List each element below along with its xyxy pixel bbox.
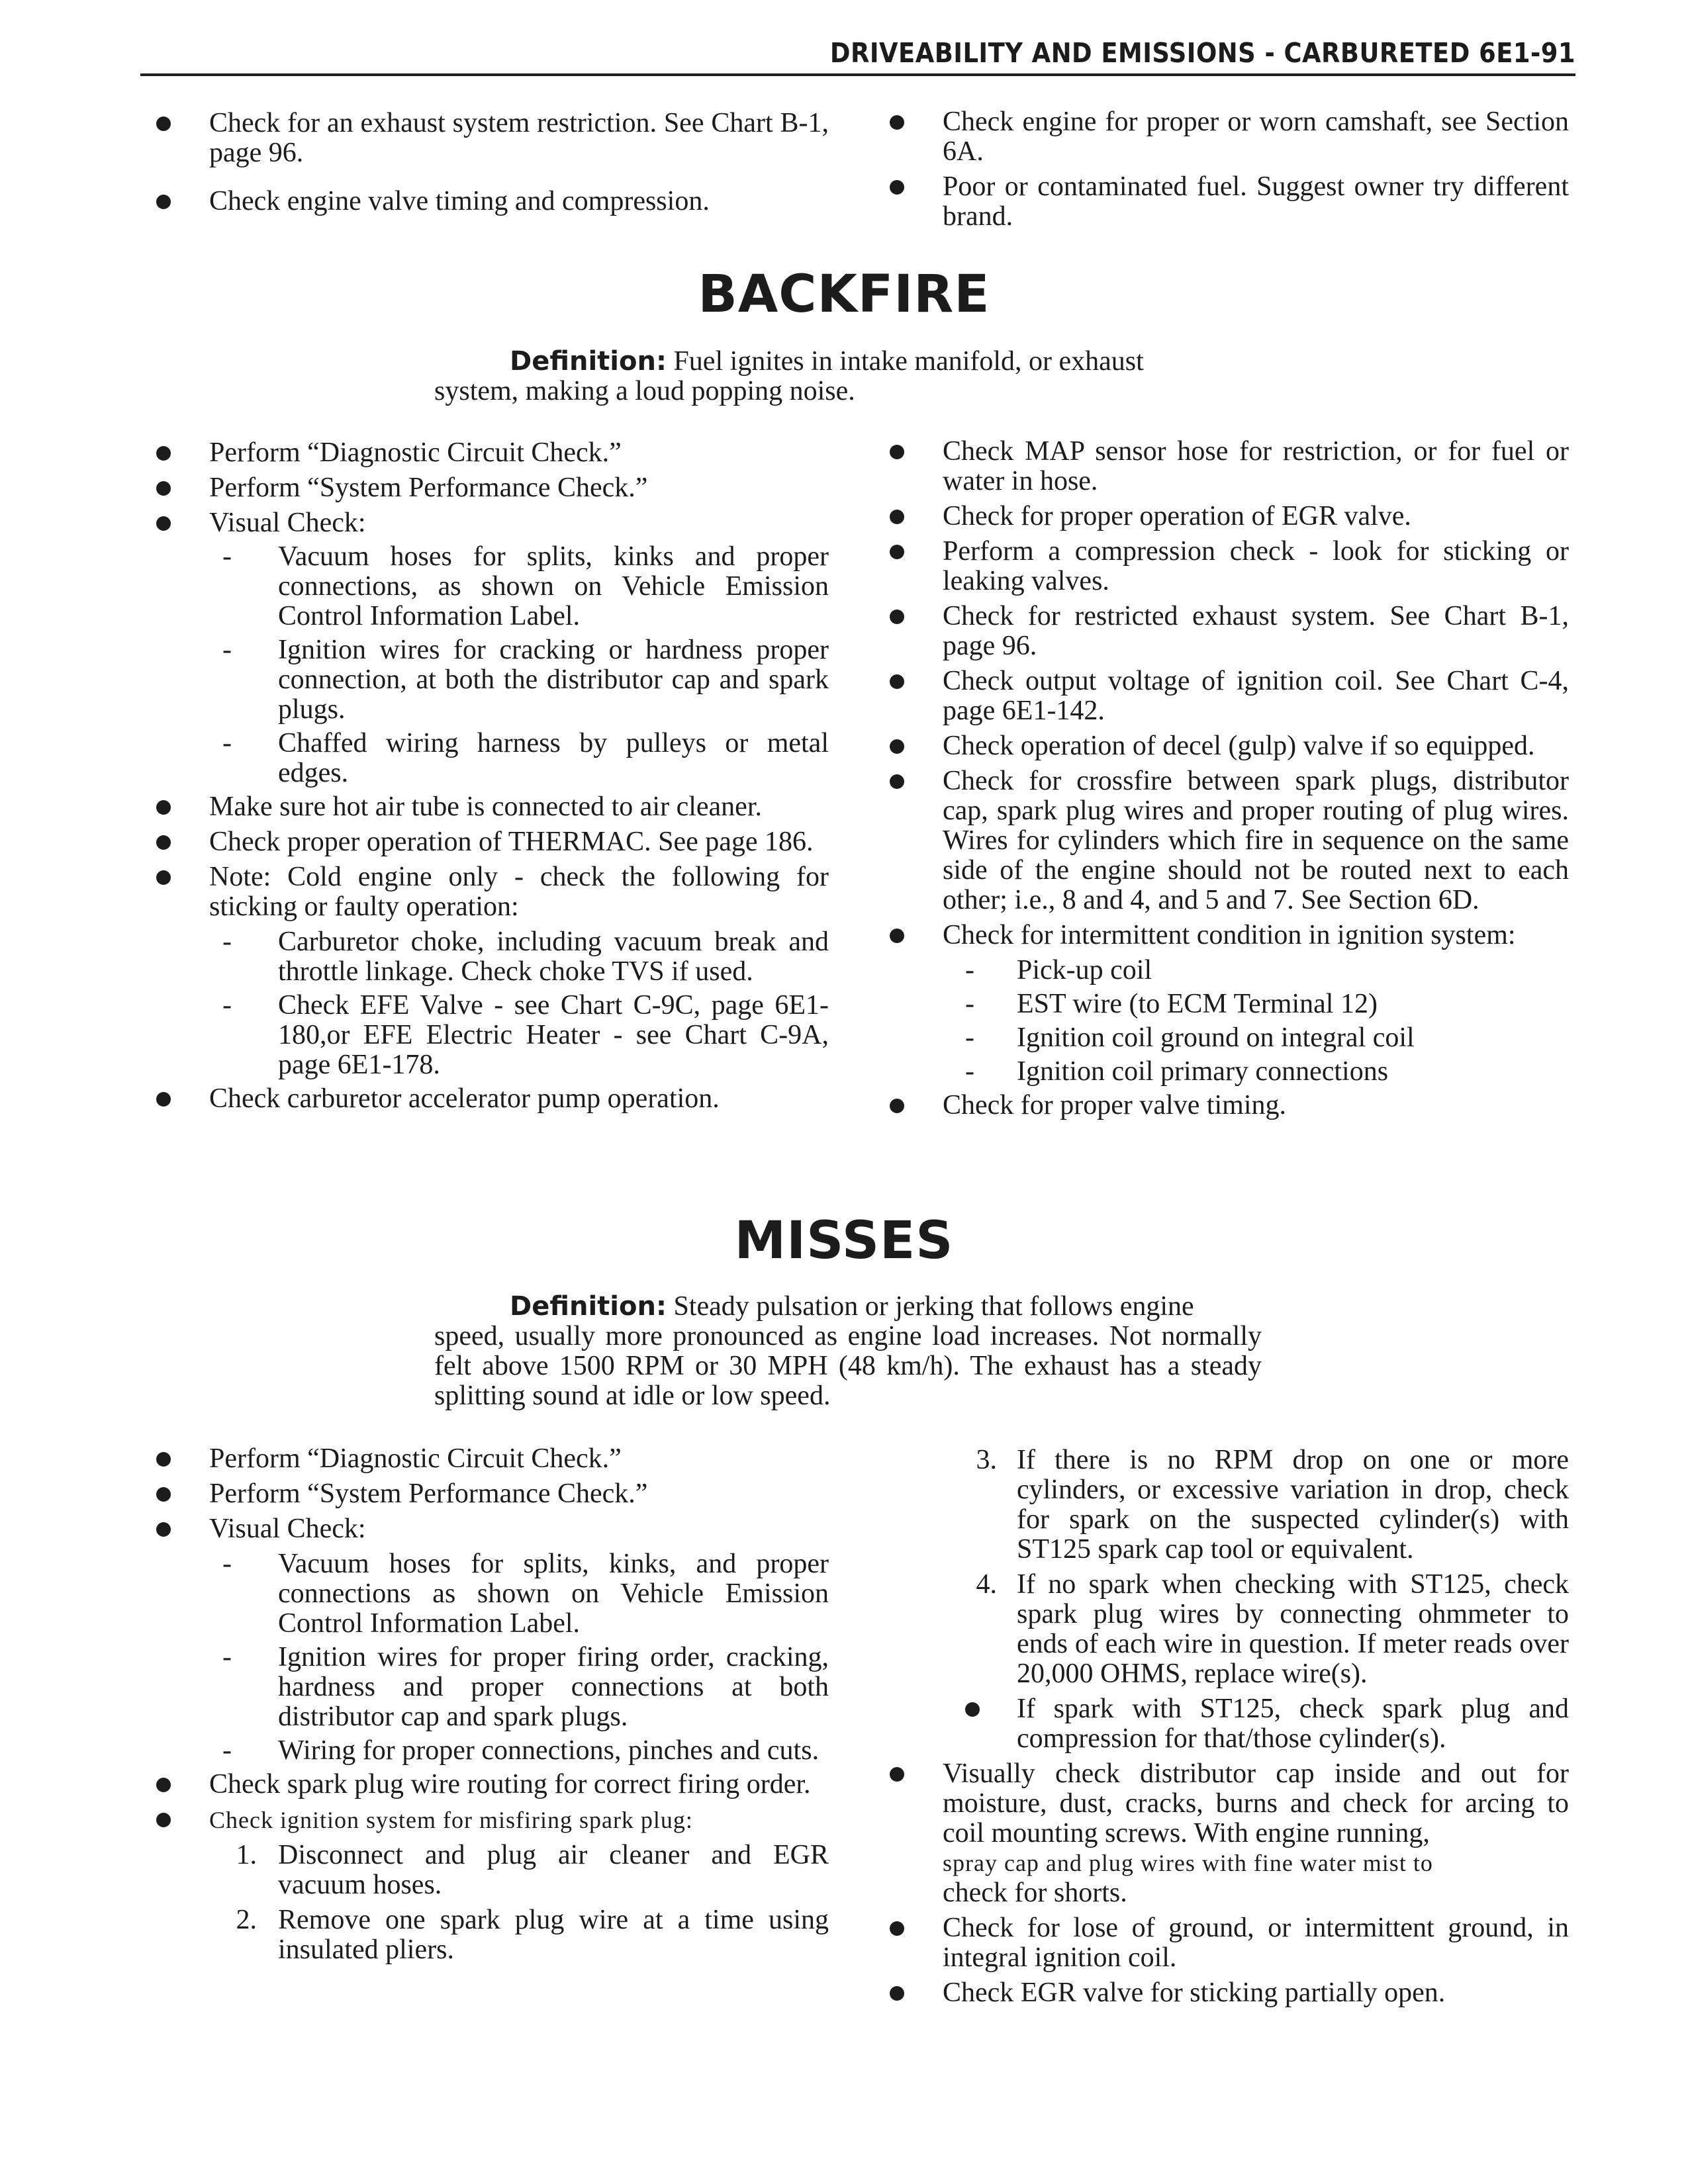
misses-right-column <box>887 1445 1569 2013</box>
sub-item-text: Pick-up coil <box>1017 955 1152 985</box>
list-item <box>887 172 1569 232</box>
list-item <box>887 666 1569 726</box>
bullet-icon <box>890 1986 904 2001</box>
item-text: Check EGR valve for sticking partially open. <box>943 1978 1446 2008</box>
item-text: Check ignition system for misfiring spark plug: <box>209 1807 693 1833</box>
item-text: Check engine valve timing and compression. <box>209 186 710 216</box>
bullet-icon <box>156 1778 171 1792</box>
sub-item <box>154 542 829 631</box>
list-item <box>887 107 1569 167</box>
bullet-icon <box>890 610 904 624</box>
sub-bullet-item <box>887 1694 1569 1754</box>
bullet-icon <box>965 1702 980 1717</box>
list-item <box>154 187 829 216</box>
list-item <box>154 827 829 857</box>
bullet-icon <box>890 510 904 524</box>
item-text: Visual Check: <box>209 508 366 538</box>
step-text: If no spark when checking with ST125, check spark plug wires by connecting ohmmeter to ends of each wire in question. If meter reads over 20,000 OHMS, replace wire(s). <box>1017 1569 1569 1689</box>
misses-definition <box>434 1292 1262 1411</box>
definition-text-rest: speed, usually more pronounced as engine load increases. Not normally felt above 1500 RPM or 30 MPH (48 km/h). The exhaust has a steady splitting sound at idle or low speed. <box>434 1321 1262 1411</box>
item-text: Check MAP sensor hose for restriction, or for fuel or water in hose. <box>943 436 1569 496</box>
dash-icon: - <box>222 635 232 665</box>
item-text: Perform “Diagnostic Circuit Check.” <box>209 1443 622 1474</box>
list-item <box>154 1770 829 1799</box>
sub-item <box>887 956 1569 985</box>
sub-item <box>154 927 829 987</box>
bullet-icon <box>156 516 171 531</box>
sub-item-text: Wiring for proper connections, pinches and cuts. <box>278 1735 820 1766</box>
bullet-icon <box>890 445 904 459</box>
sub-item <box>154 729 829 788</box>
numbered-step <box>887 1570 1569 1689</box>
definition-label: Definition: <box>510 1291 667 1322</box>
sub-item-text: Ignition coil primary connections <box>1017 1056 1389 1087</box>
list-item <box>154 1514 829 1544</box>
definition-text-line1: Fuel ignites in intake manifold, or exhaust <box>673 346 1144 377</box>
item-text-part-b: spray cap and plug wires with fine water mist to <box>943 1850 1433 1876</box>
bullet-icon <box>156 1813 171 1827</box>
definition-text-line1: Steady pulsation or jerking that follows engine <box>673 1291 1194 1322</box>
list-item <box>154 1479 829 1509</box>
item-text: Perform “Diagnostic Circuit Check.” <box>209 437 622 468</box>
item-text: Check for proper valve timing. <box>943 1090 1287 1120</box>
bullet-icon <box>156 446 171 461</box>
item-text: Check operation of decel (gulp) valve if so equipped. <box>943 731 1535 761</box>
list-item <box>887 921 1569 950</box>
item-text: Check for intermittent condition in ignition system: <box>943 920 1516 950</box>
sub-item <box>154 635 829 725</box>
item-text: Check engine for proper or worn camshaft, see Section 6A. <box>943 107 1569 167</box>
sub-item-text: Ignition wires for cracking or hardness proper connection, at both the distributor cap and spark plugs. <box>278 635 829 725</box>
sub-item <box>154 991 829 1080</box>
step-text: Disconnect and plug air cleaner and EGR vacuum hoses. <box>278 1840 829 1900</box>
bullet-icon <box>156 835 171 850</box>
step-number: 1. <box>236 1840 257 1870</box>
sub-item-text: Check EFE Valve - see Chart C-9C, page 6E1-180,or EFE Electric Heater - see Chart C-9A, page 6E1-178. <box>278 990 829 1080</box>
item-text: Check for proper operation of EGR valve. <box>943 501 1411 531</box>
intro-right-column <box>887 107 1569 237</box>
step-number: 2. <box>236 1905 257 1935</box>
bullet-icon <box>156 1452 171 1467</box>
sub-item <box>887 989 1569 1019</box>
list-item <box>887 437 1569 496</box>
section-title-misses: MISSES <box>734 1211 954 1271</box>
list-item <box>887 1091 1569 1120</box>
sub-item-text: Carburetor choke, including vacuum break and throttle linkage. Check choke TVS if used. <box>278 927 829 987</box>
list-item <box>154 109 829 168</box>
bullet-icon <box>890 1921 904 1936</box>
sub-item-text: Vacuum hoses for splits, kinks and proper connections, as shown on Vehicle Emission Control Information Label. <box>278 541 829 631</box>
bullet-icon <box>890 929 904 943</box>
definition-text-line2: system, making a loud popping noise. <box>434 376 855 406</box>
list-item <box>887 1913 1569 1973</box>
sub-item-text: If spark with ST125, check spark plug and compression for that/those cylinder(s). <box>1017 1694 1569 1754</box>
bullet-icon <box>156 195 171 209</box>
sub-item <box>154 1643 829 1732</box>
sub-item <box>154 1549 829 1639</box>
bullet-icon <box>156 481 171 496</box>
dash-icon: - <box>222 1549 232 1579</box>
item-text: Perform a compression check - look for sticking or leaking valves. <box>943 536 1569 596</box>
step-number: 3. <box>976 1445 997 1475</box>
list-item <box>154 792 829 822</box>
item-text: Check for restricted exhaust system. See Chart B-1, page 96. <box>943 601 1569 661</box>
bullet-icon <box>890 1767 904 1782</box>
bullet-icon <box>156 870 171 885</box>
sub-item-text: Ignition wires for proper firing order, cracking, hardness and proper connections at both distributor cap and spark plugs. <box>278 1642 829 1732</box>
header-rule <box>140 73 1575 76</box>
item-text: Check spark plug wire routing for correct firing order. <box>209 1769 811 1799</box>
item-text: Visual Check: <box>209 1514 366 1544</box>
item-text: Make sure hot air tube is connected to air cleaner. <box>209 792 762 822</box>
step-text: If there is no RPM drop on one or more cylinders, or excessive variation in drop, check for spark on the suspected cylinder(s) with ST125 spark cap tool or equivalent. <box>1017 1445 1569 1565</box>
list-item <box>887 1978 1569 2008</box>
sub-item <box>154 1736 829 1766</box>
bullet-icon <box>890 774 904 789</box>
definition-label: Definition: <box>510 346 667 377</box>
list-item <box>154 438 829 468</box>
bullet-icon <box>890 674 904 689</box>
list-item <box>887 1759 1569 1908</box>
bullet-icon <box>890 545 904 559</box>
numbered-step <box>887 1445 1569 1565</box>
numbered-step <box>154 1841 829 1900</box>
list-item <box>154 1084 829 1114</box>
item-text: Note: Cold engine only - check the following for sticking or faulty operation: <box>209 862 829 922</box>
misses-left-column <box>154 1444 829 1970</box>
dash-icon: - <box>222 541 232 572</box>
backfire-right-column <box>887 437 1569 1126</box>
bullet-icon <box>890 180 904 195</box>
sub-item-text: Chaffed wiring harness by pulleys or metal edges. <box>278 728 829 788</box>
list-item <box>154 1444 829 1474</box>
list-item <box>887 537 1569 596</box>
dash-icon: - <box>222 1735 232 1766</box>
list-item <box>154 508 829 538</box>
sub-item-text: Vacuum hoses for splits, kinks, and proper connections as shown on Vehicle Emission Control Information Label. <box>278 1549 829 1639</box>
item-text: Check for an exhaust system restriction. See Chart B-1, page 96. <box>209 108 829 168</box>
list-item <box>887 731 1569 761</box>
dash-icon: - <box>965 989 974 1019</box>
dash-icon: - <box>965 1056 974 1087</box>
item-text: Check carburetor accelerator pump operation. <box>209 1083 720 1114</box>
bullet-icon <box>156 1092 171 1107</box>
backfire-definition <box>434 347 1262 406</box>
bullet-icon <box>156 1522 171 1537</box>
item-text: Check output voltage of ignition coil. See Chart C-4, page 6E1-142. <box>943 666 1569 726</box>
backfire-left-column <box>154 438 829 1119</box>
step-text: Remove one spark plug wire at a time using insulated pliers. <box>278 1905 829 1965</box>
bullet-icon <box>156 116 171 131</box>
item-text: Perform “System Performance Check.” <box>209 1479 648 1509</box>
sub-item-text: EST wire (to ECM Terminal 12) <box>1017 989 1378 1019</box>
dash-icon: - <box>965 1023 974 1053</box>
dash-icon: - <box>222 990 232 1021</box>
item-text: Poor or contaminated fuel. Suggest owner try different brand. <box>943 171 1569 232</box>
list-item <box>154 473 829 503</box>
item-text: Perform “System Performance Check.” <box>209 473 648 503</box>
bullet-icon <box>890 739 904 754</box>
list-item <box>887 502 1569 531</box>
sub-item <box>887 1023 1569 1053</box>
numbered-step <box>154 1905 829 1965</box>
bullet-icon <box>156 800 171 815</box>
section-title-backfire: BACKFIRE <box>698 265 990 324</box>
dash-icon: - <box>222 927 232 957</box>
list-item <box>154 1805 829 1835</box>
dash-icon: - <box>222 728 232 758</box>
sub-item <box>887 1057 1569 1087</box>
item-text: Check proper operation of THERMAC. See page 186. <box>209 827 814 857</box>
item-text-part-a: Visually check distributor cap inside and out for moisture, dust, cracks, burns and check for arcing to coil mounting screws. With engine running, <box>943 1758 1569 1848</box>
list-item <box>887 766 1569 915</box>
dash-icon: - <box>222 1642 232 1672</box>
list-item <box>154 862 829 922</box>
sub-item-text: Ignition coil ground on integral coil <box>1017 1023 1415 1053</box>
step-number: 4. <box>976 1569 997 1600</box>
running-head: DRIVEABILITY AND EMISSIONS - CARBURETED 6E1-91 <box>829 37 1575 69</box>
bullet-icon <box>890 1099 904 1113</box>
item-text: Check for crossfire between spark plugs, distributor cap, spark plug wires and proper routing of plug wires. Wires for cylinders which fire in sequence on the same side of the engine should not be routed next to each other; i.e., 8 and 4, and 5 and 7. See Section 6D. <box>943 766 1569 915</box>
list-item <box>887 602 1569 661</box>
intro-left-column <box>154 109 829 222</box>
bullet-icon <box>890 115 904 130</box>
item-text: Check for lose of ground, or intermittent ground, in integral ignition coil. <box>943 1913 1569 1973</box>
item-text-part-c: check for shorts. <box>943 1878 1127 1908</box>
bullet-icon <box>156 1487 171 1502</box>
dash-icon: - <box>965 955 974 985</box>
